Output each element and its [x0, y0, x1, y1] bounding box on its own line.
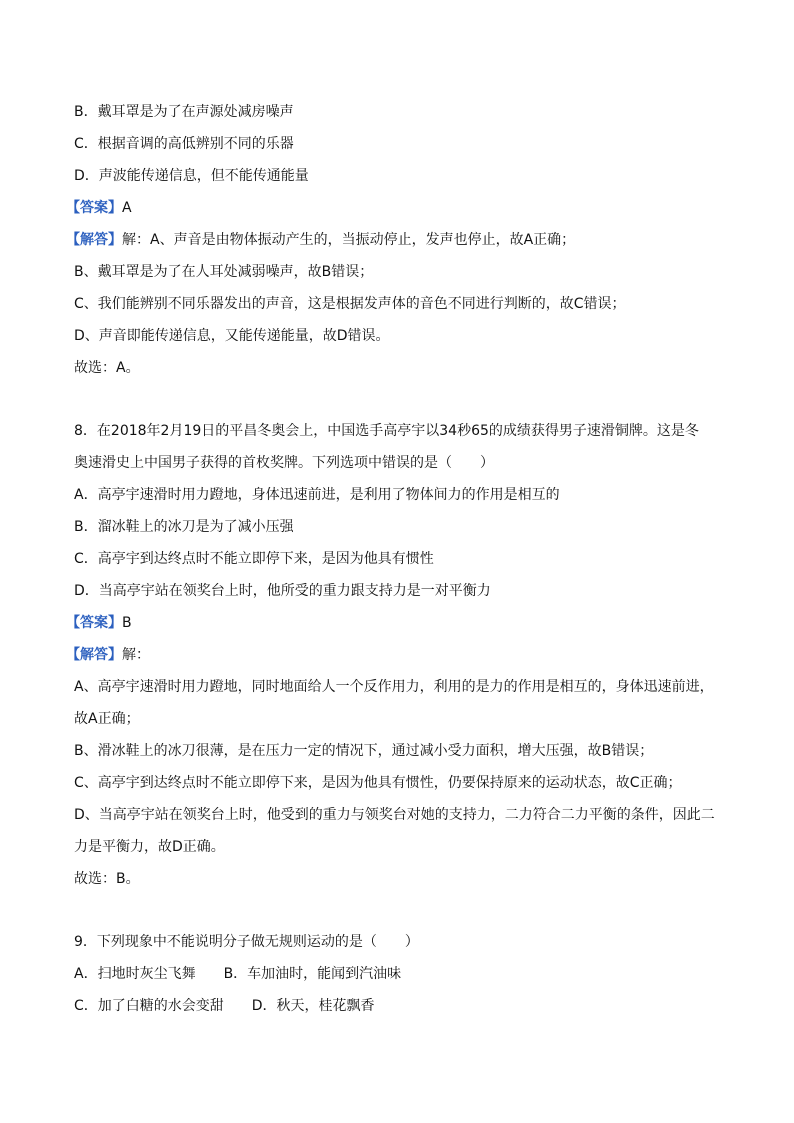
q7-analysis-line: 【解答】解：A、声音是由物体振动产生的，当振动停止，发声也停止，故A正确；	[66, 232, 576, 248]
analysis-tag: 【解答】	[66, 232, 122, 248]
q8-analysis-line: A、高亭宇速滑时用力蹬地，同时地面给人一个反作用力，利用的是力的作用是相互的，身体迅速前进，	[74, 679, 714, 695]
analysis-tag: 【解答】	[66, 647, 122, 663]
q9-options-row: A．扫地时灰尘飞舞 B．车加油时，能闻到汽油味	[74, 966, 402, 982]
q7-analysis-line: C、我们能辨别不同乐器发出的声音，这是根据发声体的音色不同进行判断的，故C错误；	[74, 296, 626, 312]
answer-value: B	[122, 615, 132, 631]
q7-option-b: B．戴耳罩是为了在声源处减房噪声	[74, 104, 294, 120]
answer-tag: 【答案】	[66, 615, 122, 631]
answer-tag: 【答案】	[66, 200, 122, 216]
q8-answer	[66, 613, 734, 633]
q9-stem: 9．下列现象中不能说明分子做无规则运动的是（ ）	[74, 934, 419, 950]
q8-analysis-head: 【解答】解：	[66, 647, 150, 663]
q8-option-b: B．溜冰鞋上的冰刀是为了减小压强	[74, 519, 294, 535]
q7-analysis-line: D、声音即能传递信息，又能传递能量，故D错误。	[74, 328, 390, 344]
q8-conclusion: 故选：B。	[74, 871, 140, 887]
q8-stem-line: 8．在2018年2月19日的平昌冬奥会上，中国选手高亭宇以34秒65的成绩获得男子速滑铜牌。这是冬	[74, 423, 699, 439]
q7-conclusion: 故选：A。	[74, 360, 140, 376]
q8-option-a: A．高亭宇速滑时用力蹬地，身体迅速前进，是利用了物体间力的作用是相互的	[74, 487, 560, 503]
q8-stem-line: 奥速滑史上中国男子获得的首枚奖牌。下列选项中错误的是（ ）	[74, 455, 494, 471]
q7-analysis-line: B、戴耳罩是为了在人耳处减弱噪声，故B错误；	[74, 264, 374, 280]
q7-answer	[66, 198, 734, 218]
answer-value: A	[122, 200, 132, 216]
q8-analysis-line: C、高亭宇到达终点时不能立即停下来，是因为他具有惯性，仍要保持原来的运动状态，故C正确；	[74, 775, 682, 791]
q9-options-row: C．加了白糖的水会变甜 D．秋天，桂花飘香	[74, 998, 375, 1014]
q7-option-c: C．根据音调的高低辨别不同的乐器	[74, 136, 294, 152]
q8-analysis-line: 力是平衡力，故D正确。	[74, 839, 225, 855]
q8-analysis-line: D、当高亭宇站在领奖台上时，他受到的重力与领奖台对她的支持力，二力符合二力平衡的条件，因此二	[74, 807, 715, 823]
q8-analysis-line: 故A正确；	[74, 711, 140, 727]
q8-analysis-line: B、滑冰鞋上的冰刀很薄，是在压力一定的情况下，通过减小受力面积，增大压强，故B错误；	[74, 743, 654, 759]
q8-option-c: C．高亭宇到达终点时不能立即停下来，是因为他具有惯性	[74, 551, 434, 567]
q8-option-d: D．当高亭宇站在领奖台上时，他所受的重力跟支持力是一对平衡力	[74, 583, 491, 599]
q7-option-d: D．声波能传递信息，但不能传通能量	[74, 168, 309, 184]
